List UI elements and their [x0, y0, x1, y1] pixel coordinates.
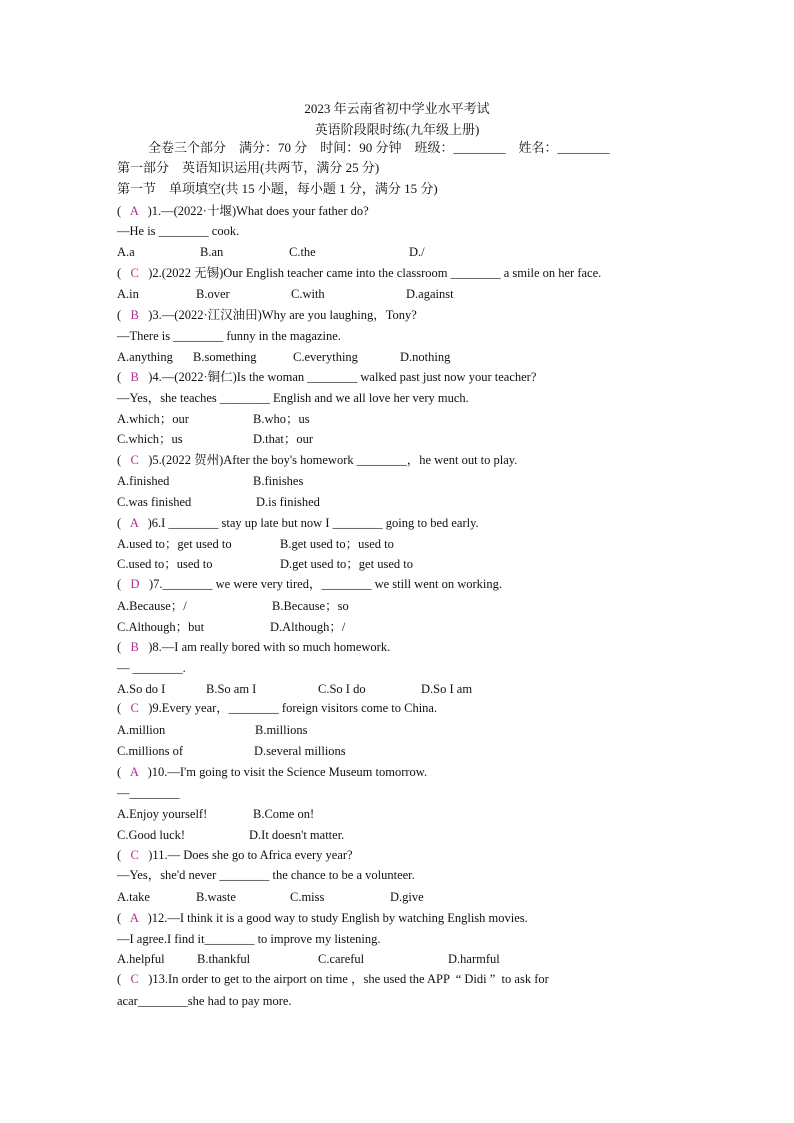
answer-bracket: ( — [117, 848, 131, 862]
answer-gap — [138, 911, 147, 925]
question-line: —I agree.I find it________ to improve my listening. — [117, 932, 381, 946]
answer-letter: A — [129, 911, 139, 925]
question-line: — ________. — [117, 661, 186, 675]
option-c[interactable]: C.was finished — [117, 495, 192, 509]
option-b[interactable]: B.finishes — [253, 474, 304, 488]
answer-gap — [138, 765, 147, 779]
answer-bracket: ( — [117, 308, 131, 322]
answer-letter: C — [130, 453, 139, 467]
answer-letter: C — [130, 972, 139, 986]
option-c[interactable]: C.millions of — [117, 744, 183, 758]
option-d[interactable]: D.harmful — [448, 952, 500, 966]
question-text: )10.—I'm going to visit the Science Museum tomorrow. — [147, 765, 428, 779]
question-text: )6.I ________ stay up late but now I ________ going to bed early. — [147, 516, 479, 530]
answer-bracket: ( — [117, 204, 130, 218]
option-b[interactable]: B.millions — [255, 723, 308, 737]
question-text: )12.—I think it is a good way to study English by watching English movies. — [147, 911, 528, 925]
option-c[interactable]: C.careful — [318, 952, 365, 966]
answer-bracket: ( — [117, 453, 131, 467]
answer-letter: C — [130, 848, 139, 862]
answer-letter: B — [130, 370, 139, 384]
option-b[interactable]: B.who；us — [253, 412, 310, 426]
option-a[interactable]: A.Because；/ — [117, 599, 187, 613]
answer-gap — [139, 308, 148, 322]
option-c[interactable]: C.which；us — [117, 432, 183, 446]
option-d[interactable]: D.that；our — [253, 432, 314, 446]
answer-letter: C — [130, 266, 139, 280]
answer-letter: A — [129, 204, 139, 218]
option-a[interactable]: A.anything — [117, 350, 173, 364]
exam-info: 全卷三个部分 满分：70 分 时间：90 分钟 班级：________ 姓名：________ — [148, 140, 610, 155]
question-text: )8.—I am really bored with so much homework. — [148, 640, 391, 654]
question-stem — [117, 846, 684, 864]
option-b[interactable]: B.Because；so — [272, 599, 349, 613]
option-a[interactable]: A.used to；get used to — [117, 537, 232, 551]
option-a[interactable]: A.a — [117, 245, 135, 259]
question-line: —________ — [117, 786, 180, 800]
answer-bracket: ( — [117, 577, 131, 591]
question-text: )9.Every year，________ foreign visitors come to China. — [148, 701, 438, 715]
option-b[interactable]: B.waste — [196, 890, 236, 904]
answer-gap — [138, 516, 147, 530]
question-stem — [117, 368, 684, 386]
option-a[interactable]: A.million — [117, 723, 166, 737]
option-d[interactable]: D.is finished — [256, 495, 320, 509]
question-stem — [117, 514, 684, 532]
option-d[interactable]: D.give — [390, 890, 424, 904]
option-a[interactable]: A.helpful — [117, 952, 165, 966]
answer-bracket: ( — [117, 911, 130, 925]
question-text: )5.(2022 贺州)After the boy's homework ________，he went out to play. — [148, 453, 518, 467]
question-stem — [117, 451, 684, 469]
answer-gap — [139, 453, 148, 467]
exam-subtitle: 英语阶段限时练(九年级上册) — [314, 122, 480, 137]
section-heading: 第一节 单项填空(共 15 小题，每小题 1 分，满分 15 分) — [117, 181, 438, 196]
option-b[interactable]: B.Come on! — [253, 807, 315, 821]
option-d[interactable]: D.It doesn't matter. — [249, 828, 345, 842]
question-text: )13.In order to get to the airport on time ，she used the APP “ Didi ” to ask for — [148, 972, 549, 986]
option-a[interactable]: A.which；our — [117, 412, 189, 426]
option-a[interactable]: A.take — [117, 890, 150, 904]
question-text: )11.— Does she go to Africa every year? — [148, 848, 353, 862]
option-a[interactable]: A.Enjoy yourself! — [117, 807, 208, 821]
question-text: )7.________ we were very tired，________ we still went on working. — [148, 577, 503, 591]
question-stem — [117, 699, 684, 717]
question-stem — [117, 202, 684, 220]
question-line: —Yes，she'd never ________ the chance to be a volunteer. — [117, 868, 415, 882]
answer-gap — [140, 577, 149, 591]
option-b[interactable]: B.something — [193, 350, 257, 364]
answer-bracket: ( — [117, 640, 131, 654]
answer-gap — [139, 701, 148, 715]
option-b[interactable]: B.an — [200, 245, 224, 259]
option-c[interactable]: C.used to；used to — [117, 557, 213, 571]
option-d[interactable]: D./ — [409, 245, 425, 259]
option-c[interactable]: C.miss — [290, 890, 325, 904]
option-d[interactable]: D.against — [406, 287, 454, 301]
option-d[interactable]: D.nothing — [400, 350, 451, 364]
option-d[interactable]: D.So I am — [421, 682, 473, 696]
option-b[interactable]: B.So am I — [206, 682, 257, 696]
answer-bracket: ( — [117, 765, 130, 779]
answer-letter: B — [130, 640, 139, 654]
answer-bracket: ( — [117, 972, 131, 986]
answer-bracket: ( — [117, 516, 130, 530]
option-c[interactable]: C.So I do — [318, 682, 366, 696]
answer-bracket: ( — [117, 701, 131, 715]
option-b[interactable]: B.get used to；used to — [280, 537, 394, 551]
answer-bracket: ( — [117, 266, 131, 280]
answer-gap — [139, 848, 148, 862]
answer-letter: D — [130, 577, 140, 591]
question-stem — [117, 638, 684, 656]
exam-title: 2023 年云南省初中学业水平考试 — [304, 101, 490, 116]
question-text: )3.—(2022·江汉油田)Why are you laughing，Tony? — [148, 308, 417, 322]
option-b[interactable]: B.over — [196, 287, 230, 301]
question-stem — [117, 909, 684, 927]
question-line: —Yes，she teaches ________ English and we all love her very much. — [117, 391, 469, 405]
option-a[interactable]: A.finished — [117, 474, 170, 488]
question-line: acar________she had to pay more. — [117, 994, 292, 1008]
question-text: )1.—(2022·十堰)What does your father do? — [147, 204, 369, 218]
part-heading: 第一部分 英语知识运用(共两节，满分 25 分) — [117, 160, 380, 175]
option-a[interactable]: A.So do I — [117, 682, 166, 696]
option-c[interactable]: C.everything — [293, 350, 358, 364]
option-c[interactable]: C.the — [289, 245, 316, 259]
answer-letter: A — [129, 765, 139, 779]
question-stem — [117, 970, 684, 988]
answer-gap — [139, 972, 148, 986]
answer-letter: B — [130, 308, 139, 322]
question-stem — [117, 306, 684, 324]
question-stem — [117, 264, 684, 282]
answer-gap — [139, 266, 148, 280]
question-text: )4.—(2022·铜仁)Is the woman ________ walked past just now your teacher? — [148, 370, 537, 384]
answer-gap — [138, 204, 147, 218]
question-line: —There is ________ funny in the magazine. — [117, 329, 341, 343]
option-c[interactable]: C.Although；but — [117, 620, 205, 634]
option-a[interactable]: A.in — [117, 287, 139, 301]
option-d[interactable]: D.Although；/ — [270, 620, 346, 634]
question-line: —He is ________ cook. — [117, 224, 240, 238]
option-b[interactable]: B.thankful — [197, 952, 251, 966]
question-stem — [117, 763, 684, 781]
question-stem — [117, 575, 684, 593]
question-text: )2.(2022 无锡)Our English teacher came into the classroom ________ a smile on her face. — [148, 266, 602, 280]
answer-letter: A — [129, 516, 139, 530]
answer-letter: C — [130, 701, 139, 715]
answer-gap — [139, 370, 148, 384]
option-d[interactable]: D.get used to；get used to — [280, 557, 413, 571]
option-d[interactable]: D.several millions — [254, 744, 346, 758]
option-c[interactable]: C.with — [291, 287, 325, 301]
answer-gap — [139, 640, 148, 654]
answer-bracket: ( — [117, 370, 131, 384]
option-c[interactable]: C.Good luck! — [117, 828, 186, 842]
